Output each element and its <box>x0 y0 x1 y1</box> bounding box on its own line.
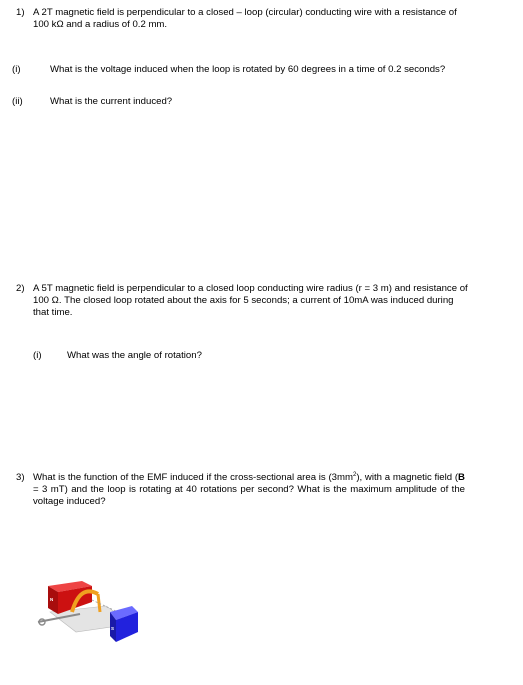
q1-part2-text: What is the current induced? <box>50 96 173 107</box>
q1-text: A 2T magnetic field is perpendicular to a closed – loop (circular) conducting wire with a resistance of 100 kΩ and a radius of 0.2 mm. <box>33 7 457 30</box>
q2-text: A 5T magnetic field is perpendicular to a closed loop conducting wire radius (r = 3 m) and resistance of 100 Ω. The closed loop rotated about the axis for 5 seconds; a current of 10mA was induced during that time. <box>33 283 468 318</box>
q3-text: What is the function of the EMF induced if the cross-sectional area is $(3mm^2)$, with a magnetic field (B = 3 mT) and the loop is rotating at 40 rotations per second? What is the maximum amplitude of the voltage induced? <box>33 471 465 507</box>
q1-part2-label: (ii) <box>12 96 23 107</box>
q2-part1-text: What was the angle of rotation? <box>67 350 202 361</box>
coil-side <box>98 594 100 612</box>
q1-number: 1) <box>16 7 25 18</box>
q2-number: 2) <box>16 283 25 294</box>
q1-part1-label: (i) <box>12 64 21 75</box>
south-label: S <box>111 626 115 631</box>
q3-number: 3) <box>16 472 25 483</box>
generator-svg <box>36 572 146 652</box>
generator-illustration <box>36 572 146 652</box>
q1-part1-text: What is the voltage induced when the loop is rotated by 60 degrees in a time of 0.2 seconds? <box>50 64 446 75</box>
north-label: N <box>50 597 54 602</box>
q2-part1-label: (i) <box>33 350 42 361</box>
